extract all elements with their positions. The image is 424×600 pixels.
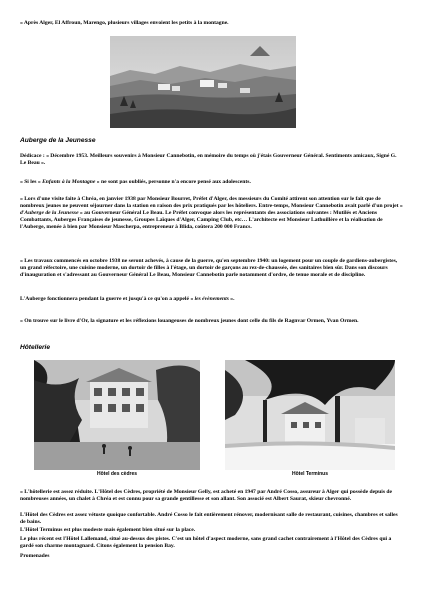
enfants-paragraph: « Si les « Enfants à la Montagne » ne sont pas oubliés, personne n'a encore pensé aux adolescents. — [20, 179, 251, 185]
intro-paragraph: « Après Alger, El Affroun, Marengo, plusieurs villages envoient les petits à la montagne. — [20, 20, 229, 26]
section-heading-auberge: Auberge de la Jeunesse — [20, 137, 96, 144]
visite-paragraph: « Lors d'une visite faite à Chréa, en janvier 1938 par Monsieur Bourret, Préfet d'Alger, des messieurs du Comité attirent son attention sur le fait que de nombreux jeunes ne peuvent séjourner dans la station en raison des prix pratiqués par les hôteliers. Entre-temps, Monsieur Cannebotin avait parlé d'un projet « d'Auberge de la Jeunesse » au Gouverneur Général Le Beau. Le Préfet convoque alors les représentants des associations suivantes : Mutilés et Anciens Combattants, Auberges Françaises de jeunesse, Groupes Laïques d'Alger, Camping Club, etc… L'architecte est Monsieur Lathuillère et la réalisation de l'Auberge, menée à bien par Monsieur Mascherpa, entrepreneur à Blida, coûtera 200 000 Francs. — [20, 196, 403, 230]
cedres-paragraph: L'Hôtel des Cèdres est assez vétuste quoique confortable. André Cosso le fait entièrement rénover, modernisant salle de restaurant, cuisines, chambres et salles de bains. — [20, 512, 398, 525]
dedicace-paragraph: Dédicace : « Décembre 1953. Meilleurs souvenirs à Monsieur Cannebotin, en mémoire du temps où j'étais Gouverneur Général. Sentiments amicaux, Signé G. Le Beau ». — [20, 153, 397, 166]
promenades-heading: Promenades — [20, 553, 50, 559]
hotel-cedres-caption: Hôtel des cèdres — [96, 471, 138, 477]
section-heading-hotellerie: Hôtellerie — [20, 344, 51, 351]
hotel-terminus-photo — [225, 360, 395, 470]
lallemand-paragraph: Le plus récent est l'Hôtel Lallemand, situé au-dessus des pistes. C'est un hôtel d'aspect moderne, sans grand cachet contrairement à l'Hôtel des Cèdres qui a gardé son charme montagnard. Citons également la pension Bay. — [20, 536, 392, 549]
mountain-village-photo — [110, 36, 296, 128]
terminus-paragraph: L'Hôtel Terminus est plus modeste mais également bien situé sur la place. — [20, 527, 196, 533]
hotellerie-paragraph: « L'hôtellerie est assez réduite. L'Hôtel des Cèdres, propriété de Monsieur Gelly, est acheté en 1947 par André Cosso, assureur à Alger qui possède depuis de nombreuses années, un chalet à Chréa et est connu pour sa grande gentillesse et son allant. Son associé est Albert Saurat, skieur chevronné. — [20, 489, 393, 502]
fonction-paragraph: L'Auberge fonctionnera pendant la guerre et jusqu'à ce qu'on a appelé « les évènements ». — [20, 296, 235, 302]
travaux-paragraph: « Les travaux commencés en octobre 1938 ne seront achevés, à cause de la guerre, qu'en septembre 1940: un logement pour un couple de gardiens-aubergistes, un grand réfectoire, une cuisine moderne, un dortoir de filles à l'étage, un dortoir de garçons au rez-de-chaussée, des sanitaires bien sûr. Dans son discours d'inauguration et s'adressant au Gouverneur Général Le Beau, Monsieur Cannebotin parle notamment d'ordre, de tenue morale et de discipline. — [20, 258, 398, 278]
livre-paragraph: « On trouve sur le livre d'Or, la signature et les réflexions louangeuses de nombreux jeunes dont celle du fils de Ragnvar Ormen, Yvan Ormen. — [20, 318, 359, 324]
hotel-cedres-photo — [34, 360, 200, 470]
hotel-terminus-caption: Hôtel Terminus — [291, 471, 329, 477]
